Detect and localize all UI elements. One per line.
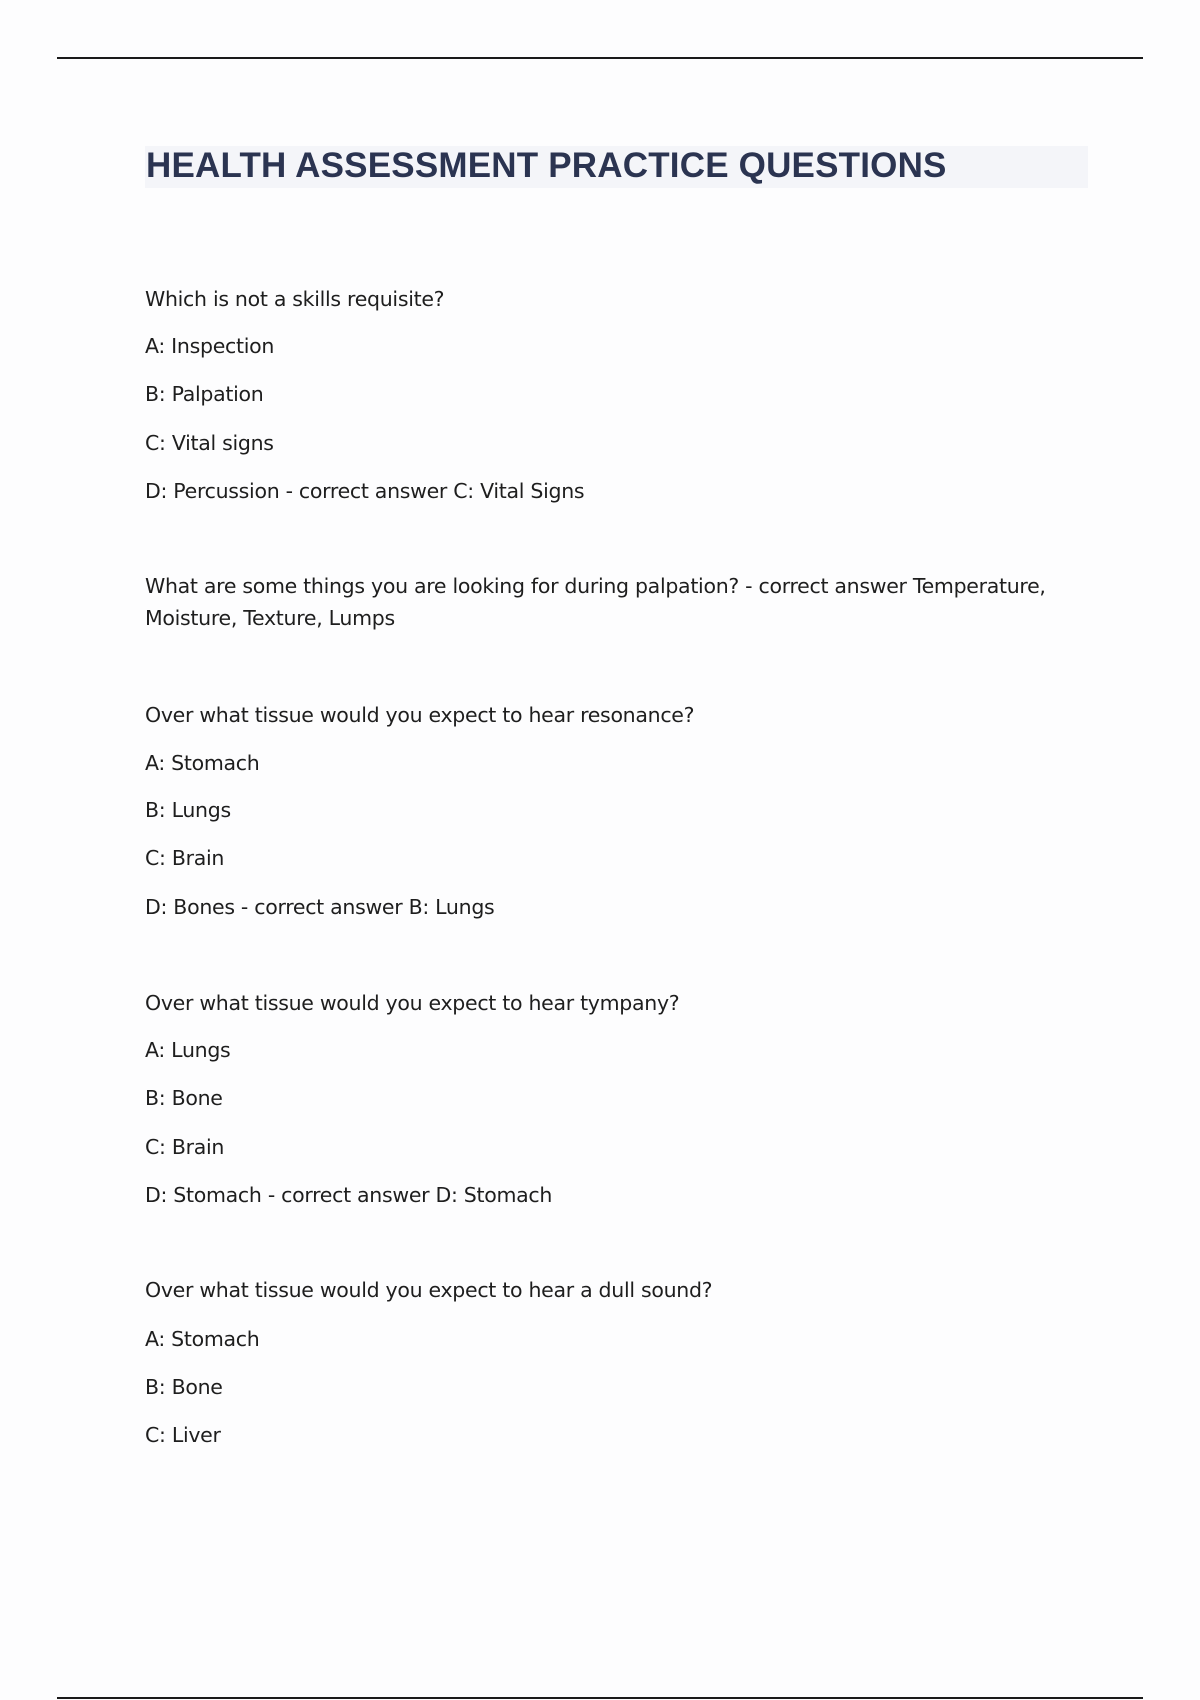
question-1-option-d: D: Percussion - correct answer C: Vital Signs — [145, 479, 585, 503]
question-3-option-d: D: Bones - correct answer B: Lungs — [145, 895, 495, 919]
question-1-option-a: A: Inspection — [145, 334, 275, 358]
question-4-option-a: A: Lungs — [145, 1038, 231, 1062]
question-1-option-b: B: Palpation — [145, 382, 264, 406]
question-5-option-b: B: Bone — [145, 1375, 223, 1399]
footer-rule — [57, 1697, 1143, 1699]
question-1-prompt: Which is not a skills requisite? — [145, 287, 445, 311]
question-3-option-c: C: Brain — [145, 846, 225, 870]
question-1-option-c: C: Vital signs — [145, 431, 274, 455]
question-5-option-c: C: Liver — [145, 1423, 221, 1447]
question-4-option-b: B: Bone — [145, 1086, 223, 1110]
question-2-prompt: What are some things you are looking for during palpation? - correct answer Temperature, Moisture, Texture, Lumps — [145, 574, 1046, 630]
question-5-prompt: Over what tissue would you expect to hear a dull sound? — [145, 1278, 713, 1302]
question-4-prompt: Over what tissue would you expect to hear tympany? — [145, 991, 680, 1015]
question-3-option-a: A: Stomach — [145, 751, 260, 775]
question-5-option-a: A: Stomach — [145, 1327, 260, 1351]
question-4-option-c: C: Brain — [145, 1135, 225, 1159]
question-4-option-d: D: Stomach - correct answer D: Stomach — [145, 1183, 553, 1207]
question-3-prompt: Over what tissue would you expect to hear resonance? — [145, 703, 695, 727]
question-3-option-b: B: Lungs — [145, 798, 231, 822]
document-title: HEALTH ASSESSMENT PRACTICE QUESTIONS — [146, 146, 947, 185]
header-rule — [57, 57, 1143, 59]
